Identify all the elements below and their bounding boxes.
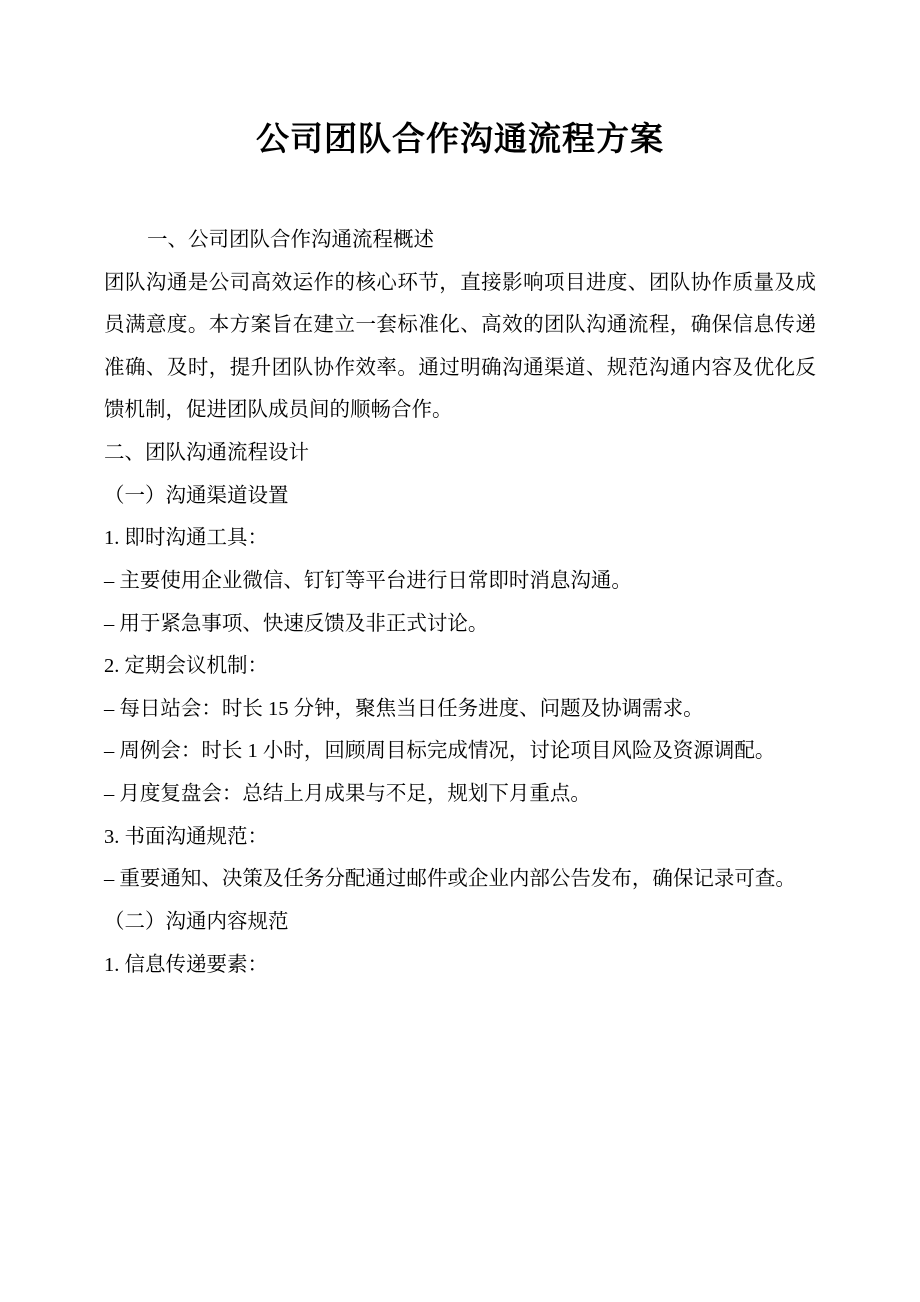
paragraph-item-2-heading: 2. 定期会议机制： [104,655,268,678]
paragraph-item-2-bullet-2: – 周例会：时长 1 小时，回顾周目标完成情况，讨论项目风险及资源调配。 [104,740,776,763]
paragraph-item-3-bullet-1: – 重要通知、决策及任务分配通过邮件或企业内部公告发布，确保记录可查。 [104,868,796,891]
paragraph-item-1-bullet-2: – 用于紧急事项、快速反馈及非正式讨论。 [104,612,489,635]
paragraph-section-2-heading: 二、团队沟通流程设计 [104,442,309,465]
paragraph-item-1-bullet-1: – 主要使用企业微信、钉钉等平台进行日常即时消息沟通。 [104,569,632,592]
paragraph-item-1-heading: 1. 即时沟通工具： [104,527,268,550]
paragraph-subsection-1-heading: （一）沟通渠道设置 [104,484,289,507]
paragraph-section-1-heading: 一、公司团队合作沟通流程概述 [147,228,435,251]
paragraph-item-2-bullet-1: – 每日站会：时长 15 分钟，聚焦当日任务进度、问题及协调需求。 [104,697,704,720]
paragraph-item-2-bullet-3: – 月度复盘会：总结上月成果与不足，规划下月重点。 [104,783,591,806]
page-title: 公司团队合作沟通流程方案 [256,120,664,157]
paragraph-overview-body: 团队沟通是公司高效运作的核心环节，直接影响项目进度、团队协作质量及成员满意度。本方案旨在建立一套标准化、高效的团队沟通流程，确保信息传递准确、及时，提升团队协作效率。通过明确沟通渠道、规范沟通内容及优化反馈机制，促进团队成员间的顺畅合作。 [104,271,816,422]
paragraph-item-4-heading: 1. 信息传递要素： [104,953,268,976]
document-body [104,219,816,986]
paragraph-item-3-heading: 3. 书面沟通规范： [104,825,268,848]
paragraph-subsection-2-heading: （二）沟通内容规范 [104,910,289,933]
